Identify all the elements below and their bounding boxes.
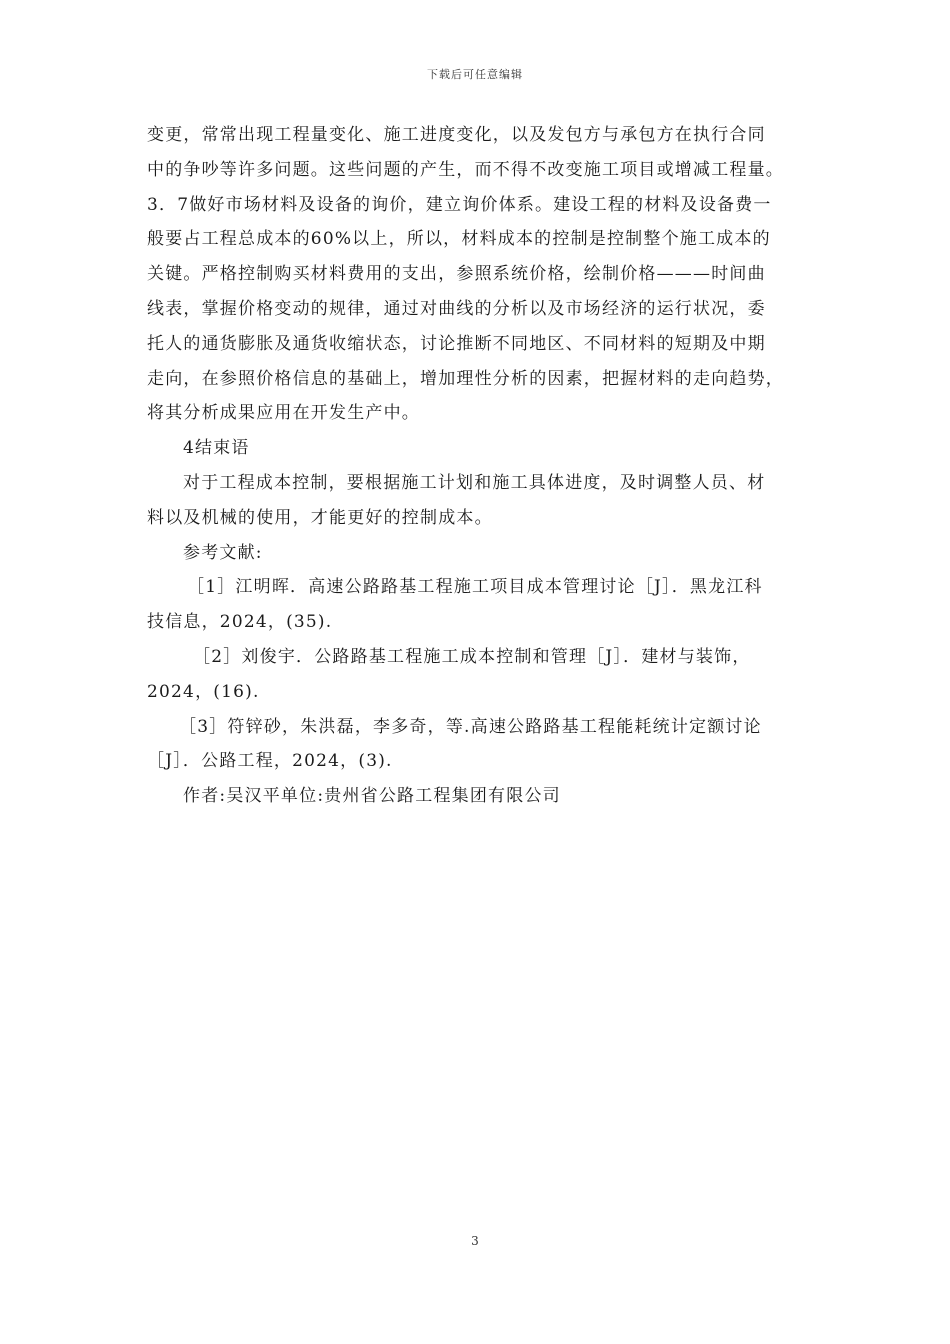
reference-3-line-1: ［3］符锌砂，朱洪磊，李多奇，等.高速公路路基工程能耗统计定额讨论 — [179, 716, 762, 737]
reference-1-line-2: 技信息，2024，(35). — [147, 612, 333, 633]
reference-1-line-1: ［1］江明晖．高速公路路基工程施工项目成本管理讨论［J］．黑龙江科 — [187, 577, 763, 598]
body-line-6: 线表，掌握价格变动的规律，通过对曲线的分析以及市场经济的运行状况，委 — [147, 298, 766, 319]
reference-3-line-2: ［J］．公路工程，2024，(3). — [147, 751, 393, 772]
body-line-5: 关键。严格控制购买材料费用的支出，参照系统价格，绘制价格———时间曲 — [147, 264, 766, 285]
author-line: 作者:吴汉平单位:贵州省公路工程集团有限公司 — [183, 786, 561, 807]
body-line-1: 变更，常常出现工程量变化、施工进度变化，以及发包方与承包方在执行合同 — [147, 125, 766, 145]
body-line-2: 中的争吵等许多问题。这些问题的产生，而不得不改变施工项目或增减工程量。 — [147, 159, 784, 180]
conclusion-line-2: 料以及机械的使用，才能更好的控制成本。 — [147, 507, 493, 528]
body-line-7: 托人的通货膨胀及通货收缩状态，讨论推断不同地区、不同材料的短期及中期 — [147, 333, 766, 354]
reference-2-line-2: 2024，(16). — [147, 681, 260, 702]
document-body — [147, 118, 812, 814]
references-heading: 参考文献: — [183, 542, 263, 563]
body-line-4: 般要占工程总成本的60%以上，所以，材料成本的控制是控制整个施工成本的 — [147, 229, 771, 250]
body-line-3: 3．7做好市场材料及设备的询价，建立询价体系。建设工程的材料及设备费一 — [147, 194, 772, 215]
conclusion-heading: 4结束语 — [183, 438, 250, 459]
page-number: 3 — [471, 1234, 479, 1248]
page-header-note: 下载后可任意编辑 — [427, 68, 523, 81]
body-line-8: 走向，在参照价格信息的基础上，增加理性分析的因素，把握材料的走向趋势， — [147, 368, 784, 389]
conclusion-line-1: 对于工程成本控制，要根据施工计划和施工具体进度，及时调整人员、材 — [183, 472, 766, 493]
body-line-9: 将其分析成果应用在开发生产中。 — [147, 403, 420, 424]
reference-2-line-1: ［2］刘俊宇．公路路基工程施工成本控制和管理［J］．建材与装饰， — [193, 646, 751, 667]
